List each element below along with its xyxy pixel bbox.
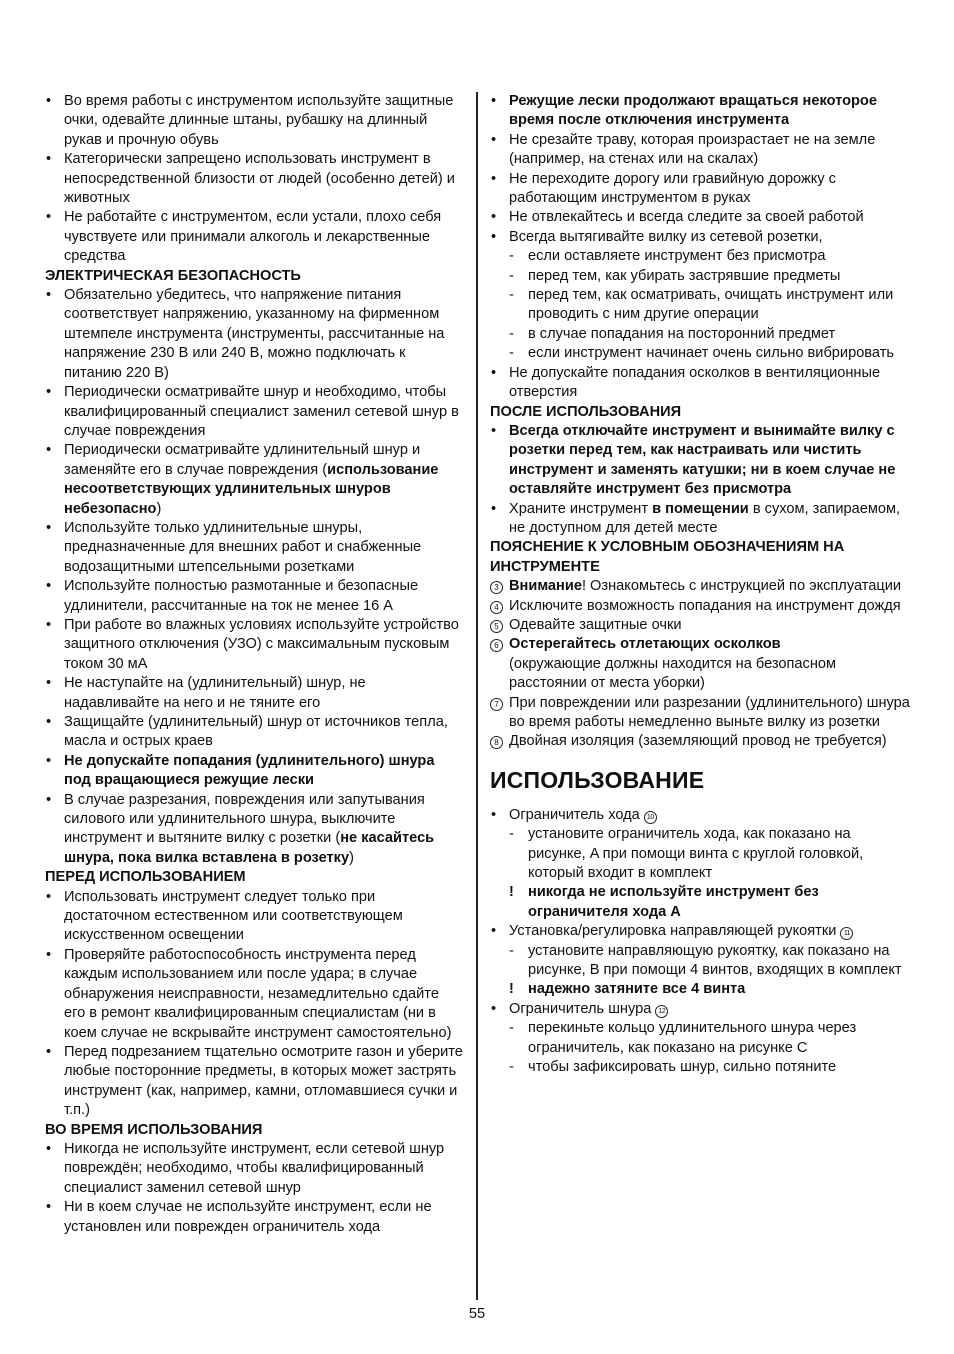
list-item	[45, 441, 463, 519]
sub-item-text: чтобы зафиксировать шнур, сильно потяните	[528, 1059, 837, 1076]
symbol-text: Двойная изоляция (заземляющий провод не требуется)	[509, 733, 887, 750]
item-text: Не допускайте попадания осколков в вентиляционные отверстия	[509, 364, 881, 401]
symbol-text: Исключите возможность попадания на инструмент дождя	[509, 597, 901, 614]
item-text: Храните инструмент	[509, 500, 653, 517]
item-text: Не наступайте на (удлинительный) шнур, не надавливайте на него и не тяните его	[64, 675, 366, 711]
sub-item-text: установите ограничитель хода, как показано на рисунке, A при помощи винта с круглой головкой, который входит в комплект	[528, 826, 864, 882]
list-item	[45, 752, 463, 791]
symbol-bold-text: Внимание	[509, 578, 582, 595]
bullet: •	[491, 1000, 497, 1017]
item-text-end: в сухом, запираемом, не доступном для детей месте	[509, 500, 901, 536]
symbol-item	[490, 577, 910, 596]
list-item	[490, 228, 910, 247]
sub-item-text: установите направляющую рукоятку, как показано на рисунке, B при помощи 4 винтов, входящих в комплект	[528, 942, 902, 979]
item-text: Не срезайте траву, которая произрастает не на земле (например, на стенах или на скалах)	[509, 131, 876, 168]
dash: -	[509, 345, 514, 362]
item-text: При работе во влажных условиях используйте устройство защитного отключения (УЗО) с максимальным пусковым током 30 мА	[64, 616, 459, 672]
list-item	[490, 92, 910, 131]
symbol-text: (окружающие должны находится на безопасном расстоянии от места уборки)	[509, 655, 837, 692]
bullet: •	[491, 500, 497, 517]
circled-number: 7	[490, 698, 503, 711]
item-text: Ограничитель шнура	[509, 1000, 652, 1017]
sub-item	[490, 1019, 910, 1058]
sub-item	[490, 825, 910, 883]
sub-item	[490, 267, 910, 286]
item-bold-text: Всегда отключайте инструмент и вынимайте вилку с розетки перед тем, как настраивать или чистить инструмент и заменять катушки; ни в коем случае не оставляйте инструмент без присмотра	[509, 422, 896, 498]
section-heading-electric: ЭЛЕКТРИЧЕСКАЯ БЕЗОПАСНОСТЬ	[45, 267, 301, 284]
section-heading-symbols: ПОЯСНЕНИЕ К УСЛОВНЫМ ОБОЗНАЧЕНИЯМ НА ИНСТРУМЕНТЕ	[490, 539, 845, 575]
item-text: Не переходите дорогу или гравийную дорожку с работающим инструментом в руках	[509, 170, 836, 207]
item-text: Периодически осматривайте удлинительный шнур и заменяйте его в случае повреждения (	[64, 442, 421, 478]
list-item	[45, 519, 463, 577]
list-item	[45, 713, 463, 752]
exclamation-mark: !	[509, 884, 514, 901]
item-bold-text: Режущие лески продолжают вращаться некоторое время после отключения инструмента	[509, 93, 877, 129]
bullet: •	[491, 422, 497, 439]
sub-item	[490, 286, 910, 325]
bullet: •	[491, 93, 497, 109]
bullet: •	[46, 675, 52, 692]
circled-number: 5	[490, 620, 503, 633]
bullet: •	[46, 519, 52, 536]
item-text: Периодически осматривайте шнур и необходимо, чтобы квалифицированный специалист заменил сетевой шнур в случае повреждения	[64, 384, 459, 439]
bullet: •	[46, 616, 52, 633]
page-number: 55	[468, 1306, 486, 1322]
item-text: Используйте только удлинительные шнуры, предназначенные для внешних работ и снабженные водозащитными штепсельными розетками	[64, 519, 422, 575]
circled-number: 6	[490, 639, 503, 652]
item-text: Установка/регулировка направляющей рукоятки	[509, 923, 837, 940]
dash: -	[509, 1020, 514, 1037]
symbol-text: Одевайте защитные очки	[509, 616, 682, 633]
bullet: •	[491, 923, 497, 940]
item-text: Ни в коем случае не используйте инструмент, если не установлен или поврежден ограничитель хода	[64, 1199, 432, 1235]
item-bold-text: не касайтесь шнура, пока вилка вставлена в розетку	[64, 830, 435, 866]
list-item	[490, 422, 910, 500]
list-item	[490, 922, 910, 941]
list-item	[45, 1140, 463, 1198]
sub-item	[490, 344, 910, 363]
section-heading-during: ВО ВРЕМЯ ИСПОЛЬЗОВАНИЯ	[45, 1121, 263, 1138]
item-text: Проверяйте работоспособность инструмента перед каждым использованием или после удара; в случае обнаружения неисправности, незамедлительно сдайте его в ремонт квалифицированным специалистам (ни в коем случае не вскрывайте инструмент самостоятельно)	[64, 946, 452, 1041]
bullet: •	[491, 806, 497, 823]
item-text: В случае разрезания, повреждения или запутывания силового или удлинительного шнура, выключите инструмент и вытяните вилку с розетки (	[64, 791, 425, 847]
list-item	[45, 791, 463, 869]
circled-number: 4	[490, 601, 503, 614]
bullet: •	[46, 209, 52, 226]
list-item	[45, 150, 463, 208]
symbol-item	[490, 732, 910, 751]
item-text: Всегда вытягивайте вилку из сетевой розетки,	[509, 228, 823, 245]
circled-number: 8	[490, 736, 503, 749]
list-item	[490, 131, 910, 170]
bullet: •	[46, 1199, 52, 1216]
section-heading-after: ПОСЛЕ ИСПОЛЬЗОВАНИЯ	[490, 403, 682, 420]
item-bold-text: в помещении	[652, 500, 749, 517]
bullet: •	[46, 93, 52, 109]
sub-item-text: перед тем, как осматривать, очищать инструмент или проводить с ним другие операции	[528, 287, 894, 323]
symbol-text: ! Ознакомьтесь с инструкцией по эксплуатации	[581, 578, 902, 595]
column-divider	[476, 92, 478, 1300]
bullet: •	[46, 946, 52, 963]
bullet: •	[46, 151, 52, 168]
item-text: Обязательно убедитесь, что напряжение питания соответствует напряжению, указанному на фирменном штемпеле инструмента (инструменты, рассчитанные на напряжение 230 В или 240 В, можно подключать к питанию 220 В)	[64, 287, 445, 381]
sub-item-text: если инструмент начинает очень сильно вибрировать	[528, 345, 894, 362]
list-item	[45, 888, 463, 946]
list-item	[45, 286, 463, 383]
warning-item	[490, 883, 910, 922]
dash: -	[509, 325, 514, 342]
list-item	[490, 364, 910, 403]
item-bold-text: Не допускайте попадания (удлинительного) шнура под вращающиеся режущие лески	[64, 752, 435, 789]
bullet: •	[46, 752, 52, 769]
bullet: •	[46, 578, 52, 595]
circled-number: 11	[840, 927, 853, 940]
symbol-item	[490, 694, 910, 733]
item-text-end: )	[156, 500, 162, 517]
bullet: •	[46, 1043, 52, 1060]
list-item	[45, 1043, 463, 1121]
list-item	[45, 616, 463, 674]
bullet: •	[46, 287, 52, 304]
symbol-item	[490, 616, 910, 635]
item-text: Перед подрезанием тщательно осмотрите газон и уберите любые посторонние предметы, в которых может застрять инструмент (как, например, камни, отломавшиеся сучки и т.п.)	[64, 1043, 463, 1119]
exclamation-mark: !	[509, 981, 514, 998]
sub-item	[490, 1058, 910, 1077]
warning-item	[490, 980, 910, 999]
item-text-end: )	[349, 849, 354, 866]
list-item	[45, 577, 463, 616]
sub-item	[490, 942, 910, 981]
list-item	[490, 1000, 910, 1019]
dash: -	[509, 248, 514, 265]
sub-item	[490, 325, 910, 344]
list-item	[490, 208, 910, 227]
item-text: Категорически запрещено использовать инструмент в непосредственной близости от людей (особенно детей) и животных	[64, 151, 455, 207]
sub-item-text: перекиньте кольцо удлинительного шнура через ограничитель, как показано на рисунке C	[528, 1020, 857, 1056]
list-item	[45, 674, 463, 713]
dash: -	[509, 267, 514, 284]
item-text: Защищайте (удлинительный) шнур от источников тепла, масла и острых краев	[64, 714, 448, 750]
dash: -	[509, 287, 514, 304]
list-item	[490, 500, 910, 539]
sub-item-text: перед тем, как убирать застрявшие предметы	[528, 267, 841, 284]
circled-number: 3	[490, 581, 503, 594]
symbol-item	[490, 597, 910, 616]
item-text: Не отвлекайтесь и всегда следите за своей работой	[509, 209, 864, 226]
bullet: •	[46, 442, 52, 459]
item-text: Используйте полностью размотанные и безопасные удлинители, рассчитанные на ток не менее 16 А	[64, 578, 419, 614]
dash: -	[509, 1059, 514, 1076]
section-heading-before: ПЕРЕД ИСПОЛЬЗОВАНИЕМ	[45, 869, 246, 886]
list-item	[45, 383, 463, 441]
sub-item-text: если оставляете инструмент без присмотра	[528, 248, 826, 265]
symbol-text: При повреждении или разрезании (удлинительного) шнура во время работы немедленно выньте вилку из розетки	[509, 694, 910, 730]
item-text: Никогда не используйте инструмент, если сетевой шнур повреждён; необходимо, чтобы квалифицированный специалист заменил сетевой шнур	[64, 1140, 445, 1196]
section-title-usage: ИСПОЛЬЗОВАНИЕ	[490, 766, 705, 793]
item-bold-text: использование несоответствующих удлинительных шнуров небезопасно	[64, 461, 439, 517]
warning-text: надежно затяните все 4 винта	[528, 981, 746, 998]
dash: -	[509, 826, 514, 843]
symbol-item	[490, 635, 910, 693]
bullet: •	[491, 170, 497, 187]
list-item	[490, 806, 910, 825]
symbol-bold-text: Остерегайтесь отлетающих осколков	[509, 636, 781, 653]
item-text: Использовать инструмент следует только при достаточном естественном или соответствующем искусственном освещении	[64, 888, 403, 944]
list-item	[45, 92, 463, 150]
item-text: Ограничитель хода	[509, 806, 640, 823]
circled-number: 10	[644, 811, 657, 824]
list-item	[490, 170, 910, 209]
right-column	[490, 92, 910, 1078]
sub-item-text: в случае попадания на посторонний предмет	[528, 325, 836, 342]
left-column	[45, 92, 463, 1237]
bullet: •	[46, 888, 52, 905]
list-item	[45, 946, 463, 1043]
bullet: •	[491, 209, 497, 226]
item-text: Во время работы с инструментом используйте защитные очки, одевайте длинные штаны, рубашку на длинный рукав и прочную обувь	[64, 93, 454, 148]
bullet: •	[46, 714, 52, 730]
list-item	[45, 208, 463, 266]
bullet: •	[46, 1140, 52, 1157]
sub-item	[490, 247, 910, 266]
list-item	[45, 1198, 463, 1237]
bullet: •	[46, 384, 52, 401]
circled-number: 12	[655, 1005, 668, 1018]
dash: -	[509, 942, 514, 959]
bullet: •	[491, 364, 497, 381]
warning-text: никогда не используйте инструмент без ограничителя хода A	[528, 884, 819, 920]
item-text: Не работайте с инструментом, если устали, плохо себя чувствуете или принимали алкоголь и лекарственные средства	[64, 209, 442, 265]
bullet: •	[491, 131, 497, 148]
bullet: •	[491, 228, 497, 245]
bullet: •	[46, 791, 52, 808]
